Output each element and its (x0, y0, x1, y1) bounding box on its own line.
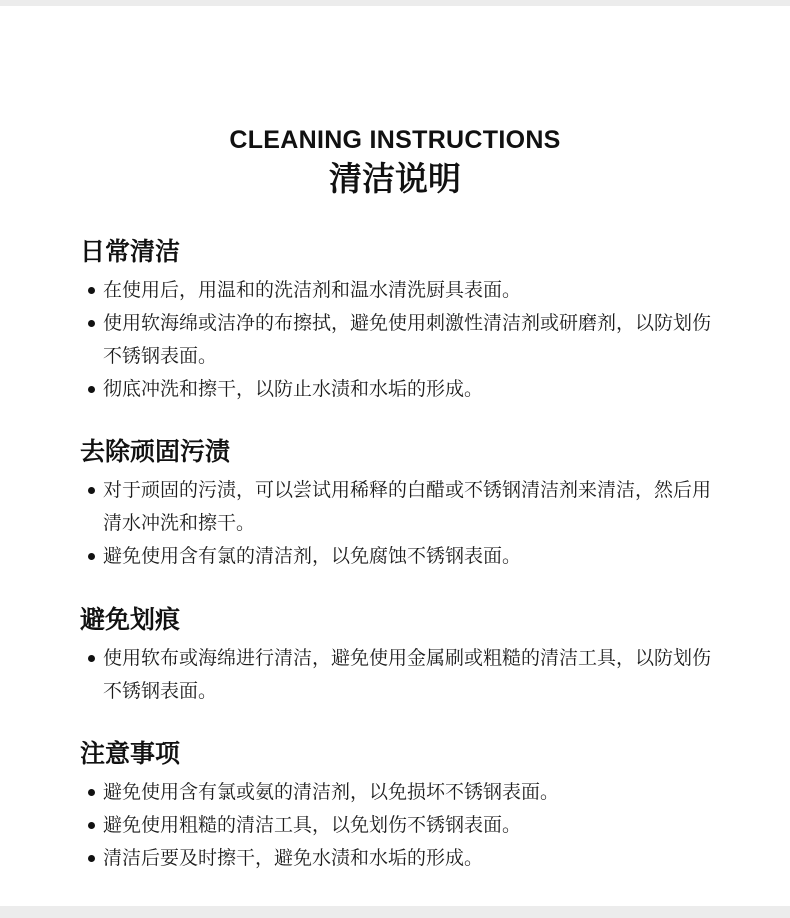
list-item (80, 776, 720, 809)
list-item-text: 清洁后要及时擦干，避免水渍和水垢的形成。 (103, 847, 484, 869)
list-item-text: 在使用后，用温和的洗洁剂和温水清洗厨具表面。 (103, 279, 522, 301)
bullet-dot-icon (88, 789, 95, 796)
list-item-text: 对于顽固的污渍，可以尝试用稀释的白醋或不锈钢清洁剂来清洁，然后用清水冲洗和擦干。 (103, 479, 712, 534)
bullet-dot-icon (88, 487, 95, 494)
section-heading: 日常清洁 (80, 237, 181, 266)
section-heading: 去除顽固污渍 (80, 437, 231, 466)
list-item (80, 373, 720, 406)
list-item-text: 使用软海绵或洁净的布擦拭，避免使用刺激性清洁剂或研磨剂，以防划伤不锈钢表面。 (103, 312, 712, 367)
list-item (80, 540, 720, 573)
list-item-text: 彻底冲洗和擦干，以防止水渍和水垢的形成。 (103, 378, 484, 400)
section-stubborn-stains (80, 436, 720, 573)
list-item (80, 642, 720, 708)
list-item (80, 842, 720, 875)
bullet-dot-icon (88, 822, 95, 829)
bullet-dot-icon (88, 320, 95, 327)
title-block (0, 124, 790, 200)
bullet-dot-icon (88, 386, 95, 393)
bullet-list (80, 776, 720, 875)
section-precautions (80, 738, 720, 875)
list-item-text: 避免使用含有氯或氨的清洁剂，以免损坏不锈钢表面。 (103, 781, 560, 803)
bullet-list (80, 474, 720, 573)
section-daily-cleaning (80, 236, 720, 406)
list-item-text: 避免使用含有氯的清洁剂，以免腐蚀不锈钢表面。 (103, 545, 522, 567)
instruction-sheet (0, 6, 790, 906)
bullet-dot-icon (88, 553, 95, 560)
bullet-list (80, 642, 720, 708)
title-english: CLEANING INSTRUCTIONS (229, 126, 561, 154)
list-item-text: 使用软布或海绵进行清洁，避免使用金属刷或粗糙的清洁工具，以防划伤不锈钢表面。 (103, 647, 712, 702)
bullet-list (80, 274, 720, 406)
bullet-dot-icon (88, 655, 95, 662)
section-heading: 注意事项 (80, 739, 181, 768)
list-item-text: 避免使用粗糙的清洁工具，以免划伤不锈钢表面。 (103, 814, 522, 836)
list-item (80, 474, 720, 540)
list-item (80, 274, 720, 307)
section-avoid-scratches (80, 604, 720, 708)
title-chinese: 清洁说明 (329, 159, 461, 198)
bullet-dot-icon (88, 855, 95, 862)
list-item (80, 307, 720, 373)
list-item (80, 809, 720, 842)
section-heading: 避免划痕 (80, 605, 181, 634)
bullet-dot-icon (88, 287, 95, 294)
